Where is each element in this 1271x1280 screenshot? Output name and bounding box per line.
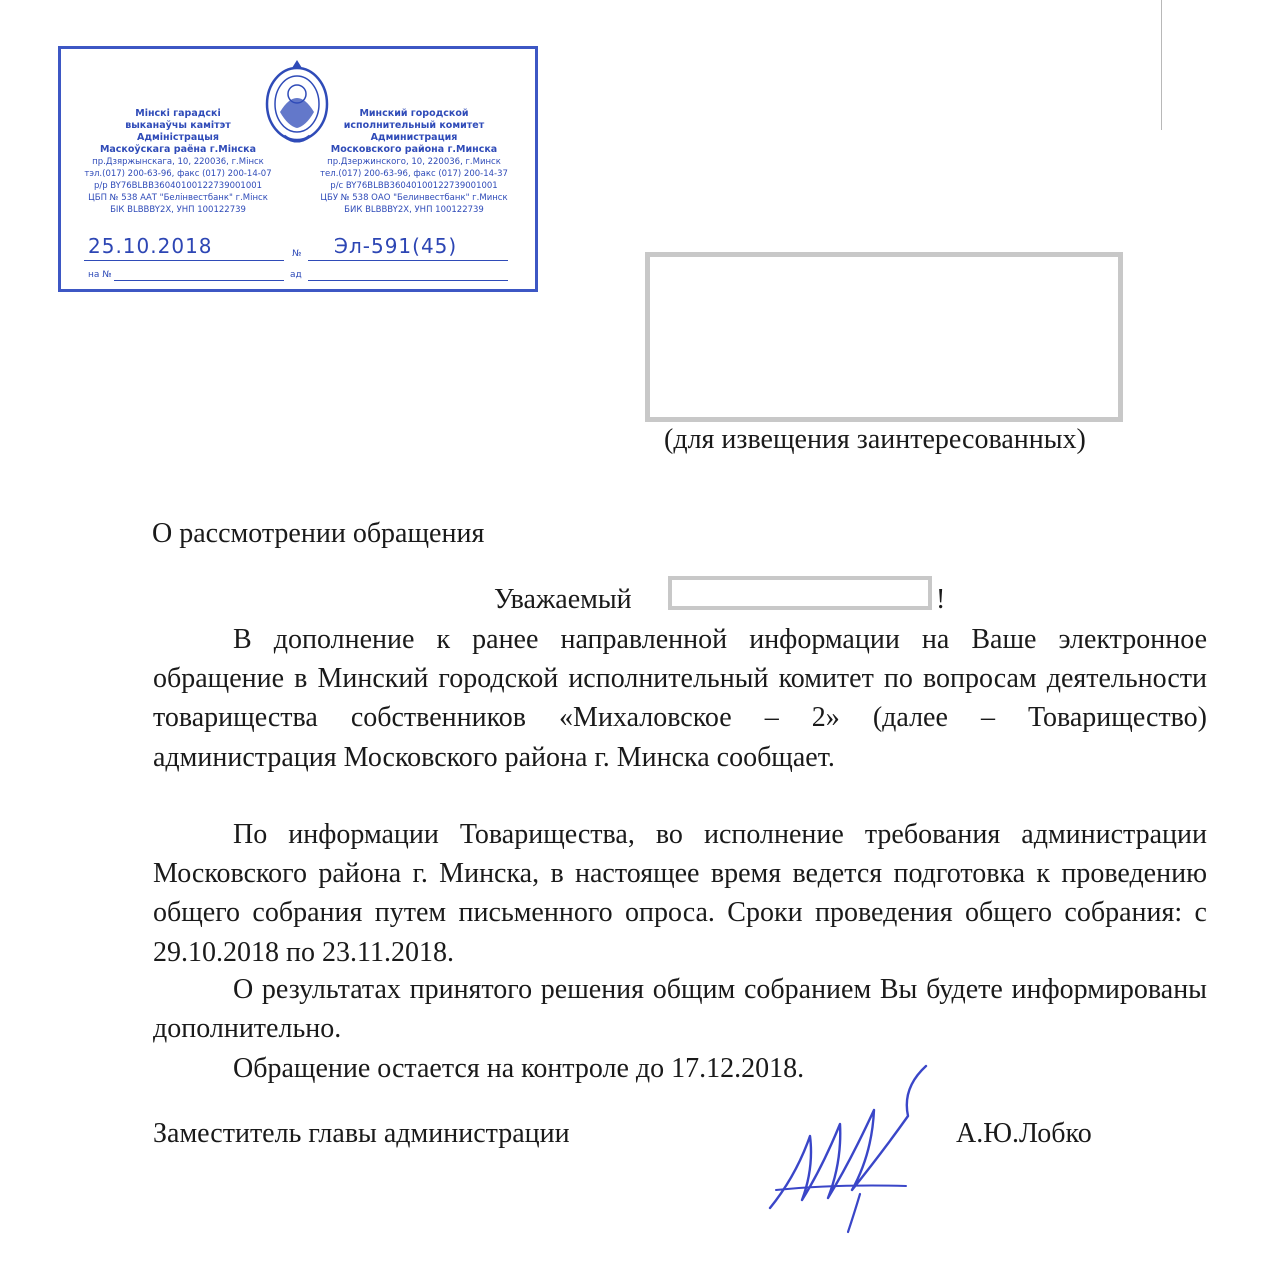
stamp-address: пр.Дзержинского, 10, 220036, г.Минск: [327, 157, 501, 167]
stamp-left-block: [60, 108, 296, 216]
stamp-date: 25.10.2018: [88, 234, 213, 258]
stamp-on-line: [114, 280, 284, 281]
stamp-org-line: Администрация: [370, 132, 458, 143]
stamp-date-line: [84, 260, 284, 261]
body-paragraph: В дополнение к ранее направленной информации на Ваше электронное обращение в Минский городской исполнительный комитет по вопросам деятельности товарищества собственников «Михаловское – 2» (далее – Товарищество) администрация Московского района г. Минска сообщает.: [153, 624, 1207, 773]
redacted-name: [668, 576, 932, 610]
stamp-phone: тел.(017) 200-63-96, факс (017) 200-14-37: [320, 169, 508, 179]
stamp-phone: тэл.(017) 200-63-96, факс (017) 200-14-07: [84, 169, 272, 179]
stamp-codes: БІК BLBBBY2X, УНП 100122739: [110, 205, 246, 215]
stamp-on-label: на №: [88, 270, 112, 280]
page-edge-line: [1161, 0, 1162, 130]
stamp-bank: ЦБП № 538 ААТ "Белінвестбанк" г.Мінск: [88, 193, 268, 203]
stamp-codes: БИК BLBBBY2X, УНП 100122739: [344, 205, 484, 215]
registration-stamp: [58, 46, 536, 292]
stamp-org-line: Адміністрацыя: [137, 132, 219, 143]
stamp-address: пр.Дзяржынскага, 10, 220036, г.Мінск: [92, 157, 264, 167]
body-paragraph: По информации Товарищества, во исполнение требования администрации Московского района г. Минска, в настоящее время ведется подготовка к проведению общего собрания путем письменного опроса. Сроки проведения общего собрания: с 29.10.2018 по 23.11.2018.: [153, 819, 1207, 968]
stamp-number: Эл-591(45): [334, 234, 458, 258]
stamp-org-line: Минский городской: [359, 108, 469, 119]
signer-title: Заместитель главы администрации: [153, 1118, 570, 1149]
stamp-org-line: Мінскі гарадскі: [135, 108, 221, 119]
stamp-right-block: [296, 108, 532, 216]
body-paragraph: Обращение остается на контроле до 17.12.2018.: [233, 1053, 805, 1084]
stamp-account: р/с BY76BLBB36040100122739001001: [330, 181, 498, 191]
redacted-addressee: [645, 252, 1123, 422]
signer-name: А.Ю.Лобко: [956, 1118, 1092, 1149]
stamp-number-label: №: [292, 249, 302, 259]
stamp-account: р/р BY76BLBB36040100122739001001: [93, 181, 263, 191]
greeting-suffix: !: [936, 584, 946, 615]
addressee-note: (для извещения заинтересованных): [664, 424, 1086, 455]
stamp-org-line: Маскоўскага раёна г.Мінска: [99, 144, 257, 155]
greeting-prefix: Уважаемый: [494, 584, 632, 615]
stamp-number-line: [308, 260, 508, 261]
stamp-bank: ЦБУ № 538 ОАО "Белинвестбанк" г.Минск: [320, 193, 508, 203]
body-paragraph: О результатах принятого решения общим собранием Вы будете информированы дополнительно.: [153, 974, 1207, 1045]
stamp-from-line: [308, 280, 508, 281]
letter-subject: О рассмотрении обращения: [152, 518, 485, 549]
stamp-org-line: исполнительный комитет: [343, 120, 485, 131]
stamp-from-label: ад: [290, 270, 302, 280]
stamp-org-line: выканаўчы камітэт: [125, 120, 231, 131]
stamp-org-line: Московского района г.Минска: [330, 144, 498, 155]
signature-icon: [756, 1058, 966, 1238]
